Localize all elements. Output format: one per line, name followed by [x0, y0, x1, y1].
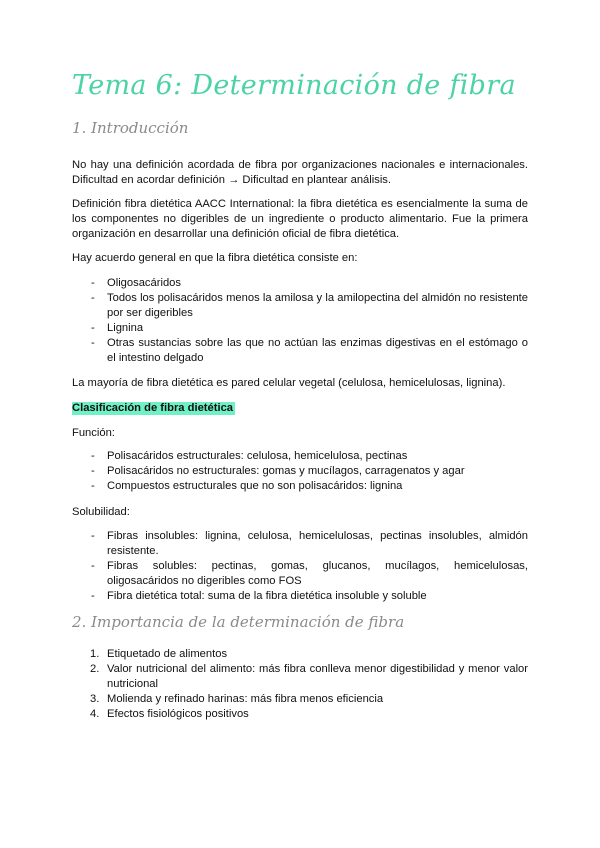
list-item: - Polisacáridos no estructurales: gomas y mucílagos, carragenatos y agar: [91, 465, 465, 477]
list-item: - Compuestos estructurales que no son polisacáridos: lignina: [91, 480, 403, 492]
list-item: 1. Etiquetado de alimentos: [90, 648, 228, 660]
subheading-clasificacion: [72, 401, 528, 416]
paragraph-acuerdo: Hay acuerdo general en que la fibra dietética consiste en:: [72, 252, 358, 264]
list-item: 2. Valor nutricional del alimento: más fibra conlleva menor digestibilidad y menor valor nutricional: [90, 663, 528, 690]
list-item: - Fibras solubles: pectinas, gomas, glucanos, mucílagos, hemicelulosas, oligosacáridos no digeribles como FOS: [91, 560, 528, 587]
list-item: - Lignina: [91, 322, 144, 334]
paragraph-aacc: Definición fibra dietética AACC International: la fibra dietética es esencialmente la suma de los componentes no digeribles de un ingrediente o producto alimentario. Fue la primera organización en desarrollar una definición oficial de fibra dietética.: [72, 198, 528, 240]
list-item: 3. Molienda y refinado harinas: más fibra menos eficiencia: [90, 693, 384, 705]
section-heading-introduccion: 1. Introducción: [72, 119, 189, 137]
section-heading-importancia: 2. Importancia de la determinación de fibra: [72, 613, 405, 631]
paragraph-pared-celular: La mayoría de fibra dietética es pared celular vegetal (celulosa, hemicelulosas, lignina).: [72, 377, 506, 389]
list-item: - Fibra dietética total: suma de la fibra dietética insoluble y soluble: [91, 590, 427, 602]
list-item: - Oligosacáridos: [91, 277, 181, 289]
function-list: [72, 449, 528, 494]
solubility-list: [72, 529, 528, 604]
page-title: Tema 6: Determinación de fibra: [72, 70, 516, 101]
list-item: - Otras sustancias sobre las que no actúan las enzimas digestivas en el estómago o el intestino delgado: [91, 337, 528, 364]
label-solubilidad: Solubilidad:: [72, 506, 130, 518]
fiber-components-list: [72, 276, 528, 366]
list-item: 4. Efectos fisiológicos positivos: [90, 708, 249, 720]
paragraph-definicion: No hay una definición acordada de fibra por organizaciones nacionales e internacionales. Dificultad en acordar definición → Dificultad en plantear análisis.: [72, 159, 528, 186]
importance-list: [72, 647, 528, 722]
list-item: - Todos los polisacáridos menos la amilosa y la amilopectina del almidón no resistente por ser digeribles: [91, 292, 528, 319]
list-item: - Fibras insolubles: lignina, celulosa, hemicelulosas, pectinas insolubles, almidón resistente.: [91, 530, 528, 557]
highlighted-text: Clasificación de fibra dietética: [72, 402, 234, 414]
list-item: - Polisacáridos estructurales: celulosa, hemicelulosa, pectinas: [91, 450, 408, 462]
label-funcion: Función:: [72, 427, 115, 439]
